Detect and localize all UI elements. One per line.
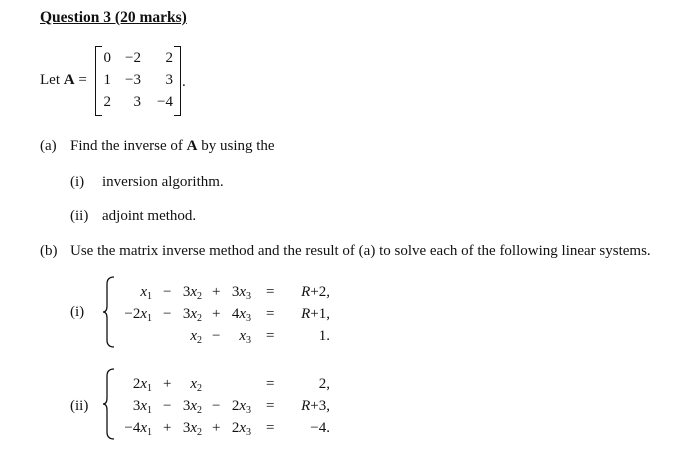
part-a-item-text: inversion algorithm. [102,174,224,190]
term-subscript: 3 [246,313,251,324]
term-variable: x [239,420,246,436]
term-subscript: 3 [246,405,251,416]
right-hand-side: 2, [318,376,330,392]
term-subscript: 3 [246,335,251,346]
term-coefficient: 4 [231,306,240,322]
term-subscript: 2 [197,427,202,438]
term-coefficient: 2 [231,420,240,436]
term-variable: x [239,328,246,344]
operator: + [212,306,221,322]
term-variable: x [140,376,147,392]
equation-term [133,398,152,415]
term-coefficient: 3 [132,398,141,414]
term-subscript: 1 [147,313,152,324]
term-subscript: 2 [197,291,202,302]
equation-term [232,420,251,437]
term-subscript: 2 [197,313,202,324]
equation-term [190,328,202,345]
matrix-cell: 1 [103,72,111,88]
equation-term [124,420,152,437]
operator: + [212,420,221,436]
term-subscript: 1 [147,427,152,438]
right-bracket [174,46,181,116]
term-subscript: 1 [147,291,152,302]
operator: − [163,306,172,322]
equals-sign: = [266,398,275,414]
equation-term [190,376,202,393]
term-variable: x [190,284,197,300]
term-coefficient: 3 [182,306,191,322]
operator: − [163,398,172,414]
equals-sign: = [266,376,275,392]
matrix-cell: −3 [125,72,141,88]
part-a-text-before: Find the inverse of [70,138,183,154]
equation-term [232,306,251,323]
term-variable: x [239,398,246,414]
operator: − [163,284,172,300]
operator: − [212,328,221,344]
right-hand-side: R+1, [301,306,330,322]
equation-term [232,284,251,301]
equals-sign: = [266,284,275,300]
term-coefficient: 2 [132,376,141,392]
part-a-item-label: (ii) [70,208,89,224]
right-hand-side: 1. [318,328,330,344]
term-variable: x [190,328,197,344]
matrix-cell: 0 [103,50,111,66]
matrix-cell: 2 [165,50,173,66]
term-subscript: 1 [147,405,152,416]
term-subscript: 2 [197,383,202,394]
left-brace-icon [102,276,116,348]
operator: + [212,284,221,300]
matrix-a [95,46,181,116]
matrix-cell: 2 [103,94,111,110]
equation-term [232,398,251,415]
system-i-label: (i) [70,304,85,320]
system-i [102,276,342,348]
part-a-item-label: (i) [70,174,85,190]
part-a-item-text: adjoint method. [102,208,197,224]
question-title: Question 3 (20 marks) [40,9,187,26]
equals-sign: = [266,328,275,344]
term-variable: x [140,284,147,300]
term-coefficient: 3 [182,398,191,414]
system-ii [102,368,342,440]
part-a-label: (a) [40,138,57,154]
term-subscript: 3 [246,291,251,302]
matrix-cell: −4 [157,94,173,110]
part-a-symbol: A [186,138,198,154]
let-word: Let [40,72,60,88]
matrix-cell: 3 [165,72,173,88]
equation-term [183,420,202,437]
operator: + [163,420,172,436]
part-a-text [70,138,275,155]
matrix-symbol: A [63,72,75,88]
system-ii-label: (ii) [70,398,89,414]
right-hand-side: R+2, [301,284,330,300]
equation-term [133,376,152,393]
term-subscript: 3 [246,427,251,438]
equals-sign: = [266,306,275,322]
term-coefficient: 3 [182,420,191,436]
operator: + [163,376,172,392]
equals-sign: = [266,420,275,436]
part-b-text: Use the matrix inverse method and the result of (a) to solve each of the following linear systems. [70,243,651,259]
matrix-period: . [182,74,186,90]
term-coefficient: −4 [124,420,141,436]
operator: − [212,398,221,414]
term-variable: x [239,306,246,322]
right-hand-side: −4. [310,420,330,436]
equation-term [124,306,152,323]
term-coefficient: 3 [231,284,240,300]
part-a-text-after: by using the [201,138,275,154]
term-variable: x [190,376,197,392]
term-subscript: 1 [147,383,152,394]
term-variable: x [140,398,147,414]
equation-term [183,284,202,301]
matrix-cell: −2 [125,50,141,66]
term-variable: x [239,284,246,300]
term-variable: x [140,306,147,322]
term-variable: x [140,420,147,436]
term-variable: x [190,306,197,322]
equals-sign: = [78,72,87,88]
term-coefficient: −2 [124,306,141,322]
term-subscript: 2 [197,405,202,416]
left-brace-icon [102,368,116,440]
term-coefficient: 3 [182,284,191,300]
term-variable: x [190,420,197,436]
matrix-intro [40,72,87,89]
term-variable: x [190,398,197,414]
equation-term [239,328,251,345]
term-coefficient: 2 [231,398,240,414]
equation-term [140,284,152,301]
right-hand-side: R+3, [301,398,330,414]
matrix-cell: 3 [133,94,141,110]
equation-term [183,398,202,415]
equation-term [183,306,202,323]
part-b-label: (b) [40,243,58,259]
term-subscript: 2 [197,335,202,346]
